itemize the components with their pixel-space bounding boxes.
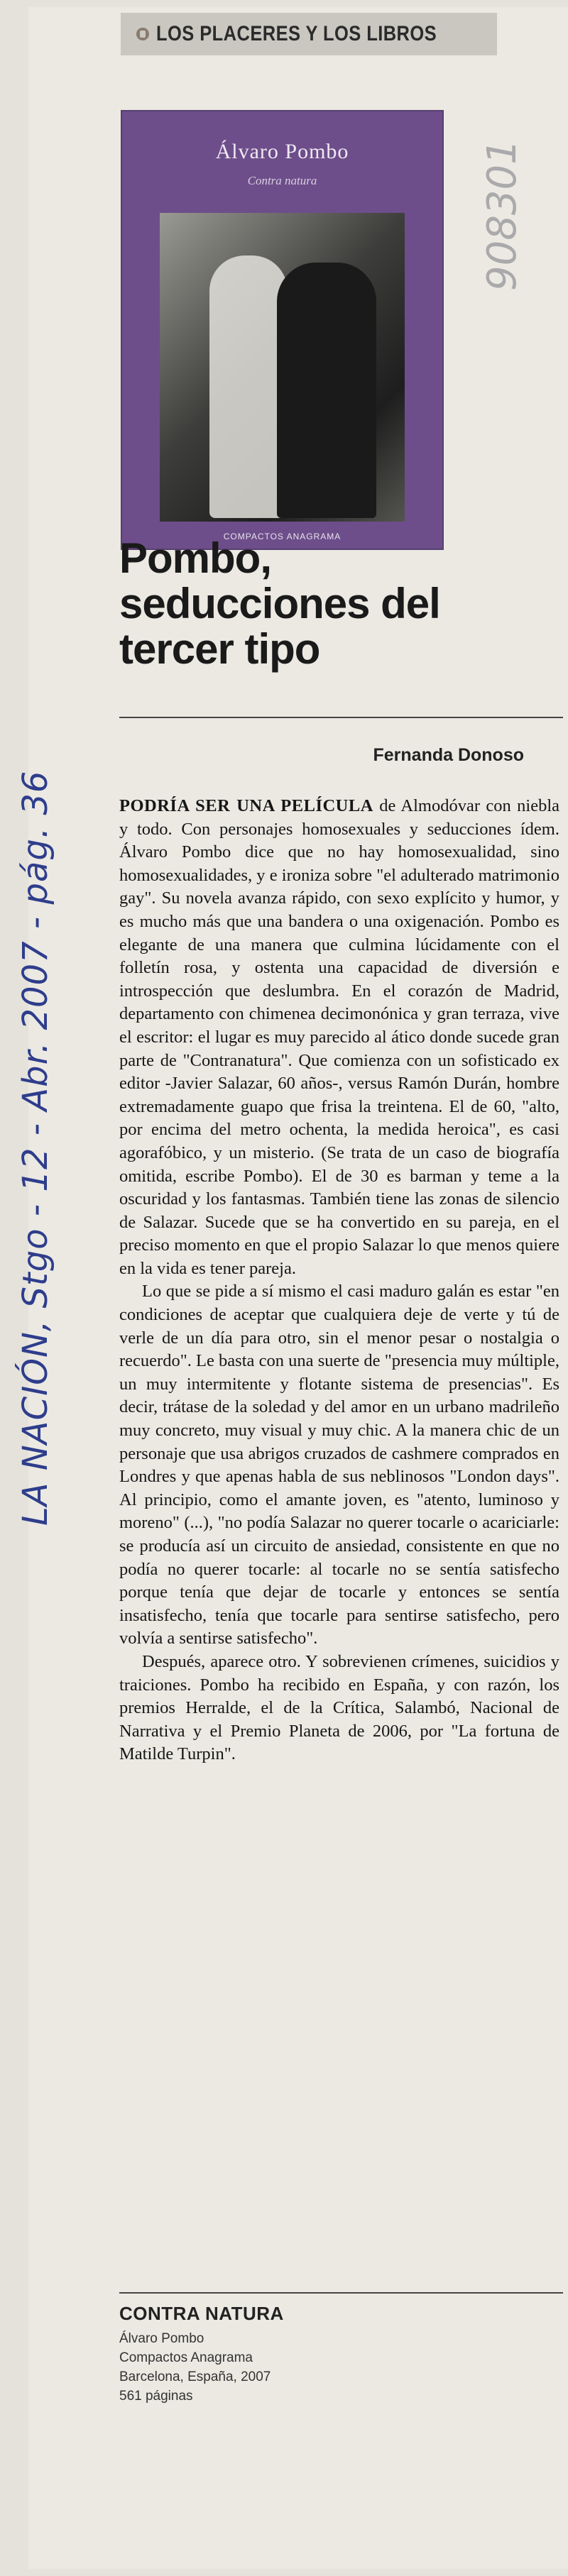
cover-author: Álvaro Pombo <box>215 140 349 163</box>
info-box-place-year: Barcelona, España, 2007 <box>119 2369 271 2384</box>
info-box-divider <box>119 2292 563 2294</box>
article-paragraph: Después, aparece otro. Y sobrevienen crímenes, suicidios y traiciones. Pombo ha recibido en España, y con razón, los premios Herralde, el de la Crítica, Salambó, Nacional de Narrativa y el Premio Planeta de 2006, por "La fortuna de Matilde Turpin". <box>119 1651 559 1764</box>
book-info-box <box>119 2303 474 2406</box>
cover-title: Contra natura <box>247 174 317 187</box>
info-box-author: Álvaro Pombo <box>119 2331 204 2346</box>
section-header <box>121 13 497 55</box>
book-cover-image <box>121 110 444 550</box>
handwritten-source-note: LA NACIÓN, Stgo - 12 - Abr. 2007 - pág. 36 <box>16 770 55 1526</box>
cover-publisher-strip: COMPACTOS ANAGRAMA <box>223 532 342 541</box>
article-paragraph-text: de Almodóvar con niebla y todo. Con personajes homosexuales y seducciones ídem. Álvaro Pombo dice que no hay homosexualidad, sino homosexualidades, y e ironiza sobre "el adulterado matrimonio gay". Su novela avanza rápido, con sexo explícito y humor, y es mucho más que una bandera o una oxigenación. Pombo es elegante de una manera que culmina lúcidamente con el folletín rosa, y ostenta una capacidad de diversión e introspección que deslumbra. En el corazón de Madrid, departamento con chimenea decimonónica y gran terraza, vive el escritor: el lugar es muy parecido al ático donde sucede gran parte de "Contranatura". Que comienza con un sofisticado ex editor -Javier Salazar, 60 años-, versus Ramón Durán, hombre extremadamente guapo que frisa la treintena. El de 60, "alto, por encima del metro ochenta, la medida heroica", es casi agorafóbico, y un misterio. (Se trata de un caso de biografía omitida, escribe Pombo). El de 30 es barman y teme a la oscuridad y los fantasmas. También tiene las zonas de silencio de Salazar. Sucede que se ha convertido en su pareja, en el preciso momento en que el propio Salazar lo que menos quiere en la vida es tener pareja. <box>119 796 559 1278</box>
article-lead-in: PODRÍA SER UNA PELÍCULA <box>119 796 373 815</box>
byline-divider <box>119 717 563 718</box>
cover-photo <box>160 213 405 522</box>
info-box-pages: 561 páginas <box>119 2389 193 2404</box>
article-paragraph <box>119 795 559 1280</box>
info-box-title: CONTRA NATURA <box>119 2303 284 2324</box>
article-headline: Pombo, seducciones del tercer tipo <box>119 534 440 673</box>
section-title: LOS PLACERES Y LOS LIBROS <box>156 22 437 45</box>
article-paragraph: Lo que se pide a sí mismo el casi maduro galán es estar "en condiciones de aceptar que cualquiera deje de verte y tú de verle de un día para otro, sin el menor pesar o nostalgia o recuerdo". Le basta con una suerte de "presencia muy múltiple, un muy intermitente y flotante sistema de presencias". Es decir, trátase de la soledad y del amor en un urbano madrileño muy concreto, muy visual y muy chic. A la manera chic de un personaje que usa abrigos cruzados de cashmere comprados en Londres y que apenas habla de sus neblinosos "London days". Al principio, como el amante joven, es "atento, luminoso y moreno" (...), "no podía Salazar no querer tocarle o acariciarle: se producía así un circuito de ansiedad, consistente en que no podía no querer tocarle: al tocarle no se sentía satisfecho porque tenía que dejar de tocarle y entonces se sentía insatisfecho, tenía que tocarle para sentirse satisfecho, pero volvía a sentirse satisfecho". <box>119 1282 559 1648</box>
article-byline: Fernanda Donoso <box>373 745 524 765</box>
cover-photo-figure-right <box>277 263 376 518</box>
info-box-publisher: Compactos Anagrama <box>119 2350 253 2365</box>
archive-code-handwritten: 908301 <box>479 139 525 291</box>
article-body <box>119 795 559 1766</box>
book-icon <box>136 28 149 40</box>
cover-photo-figure-left <box>209 255 288 518</box>
